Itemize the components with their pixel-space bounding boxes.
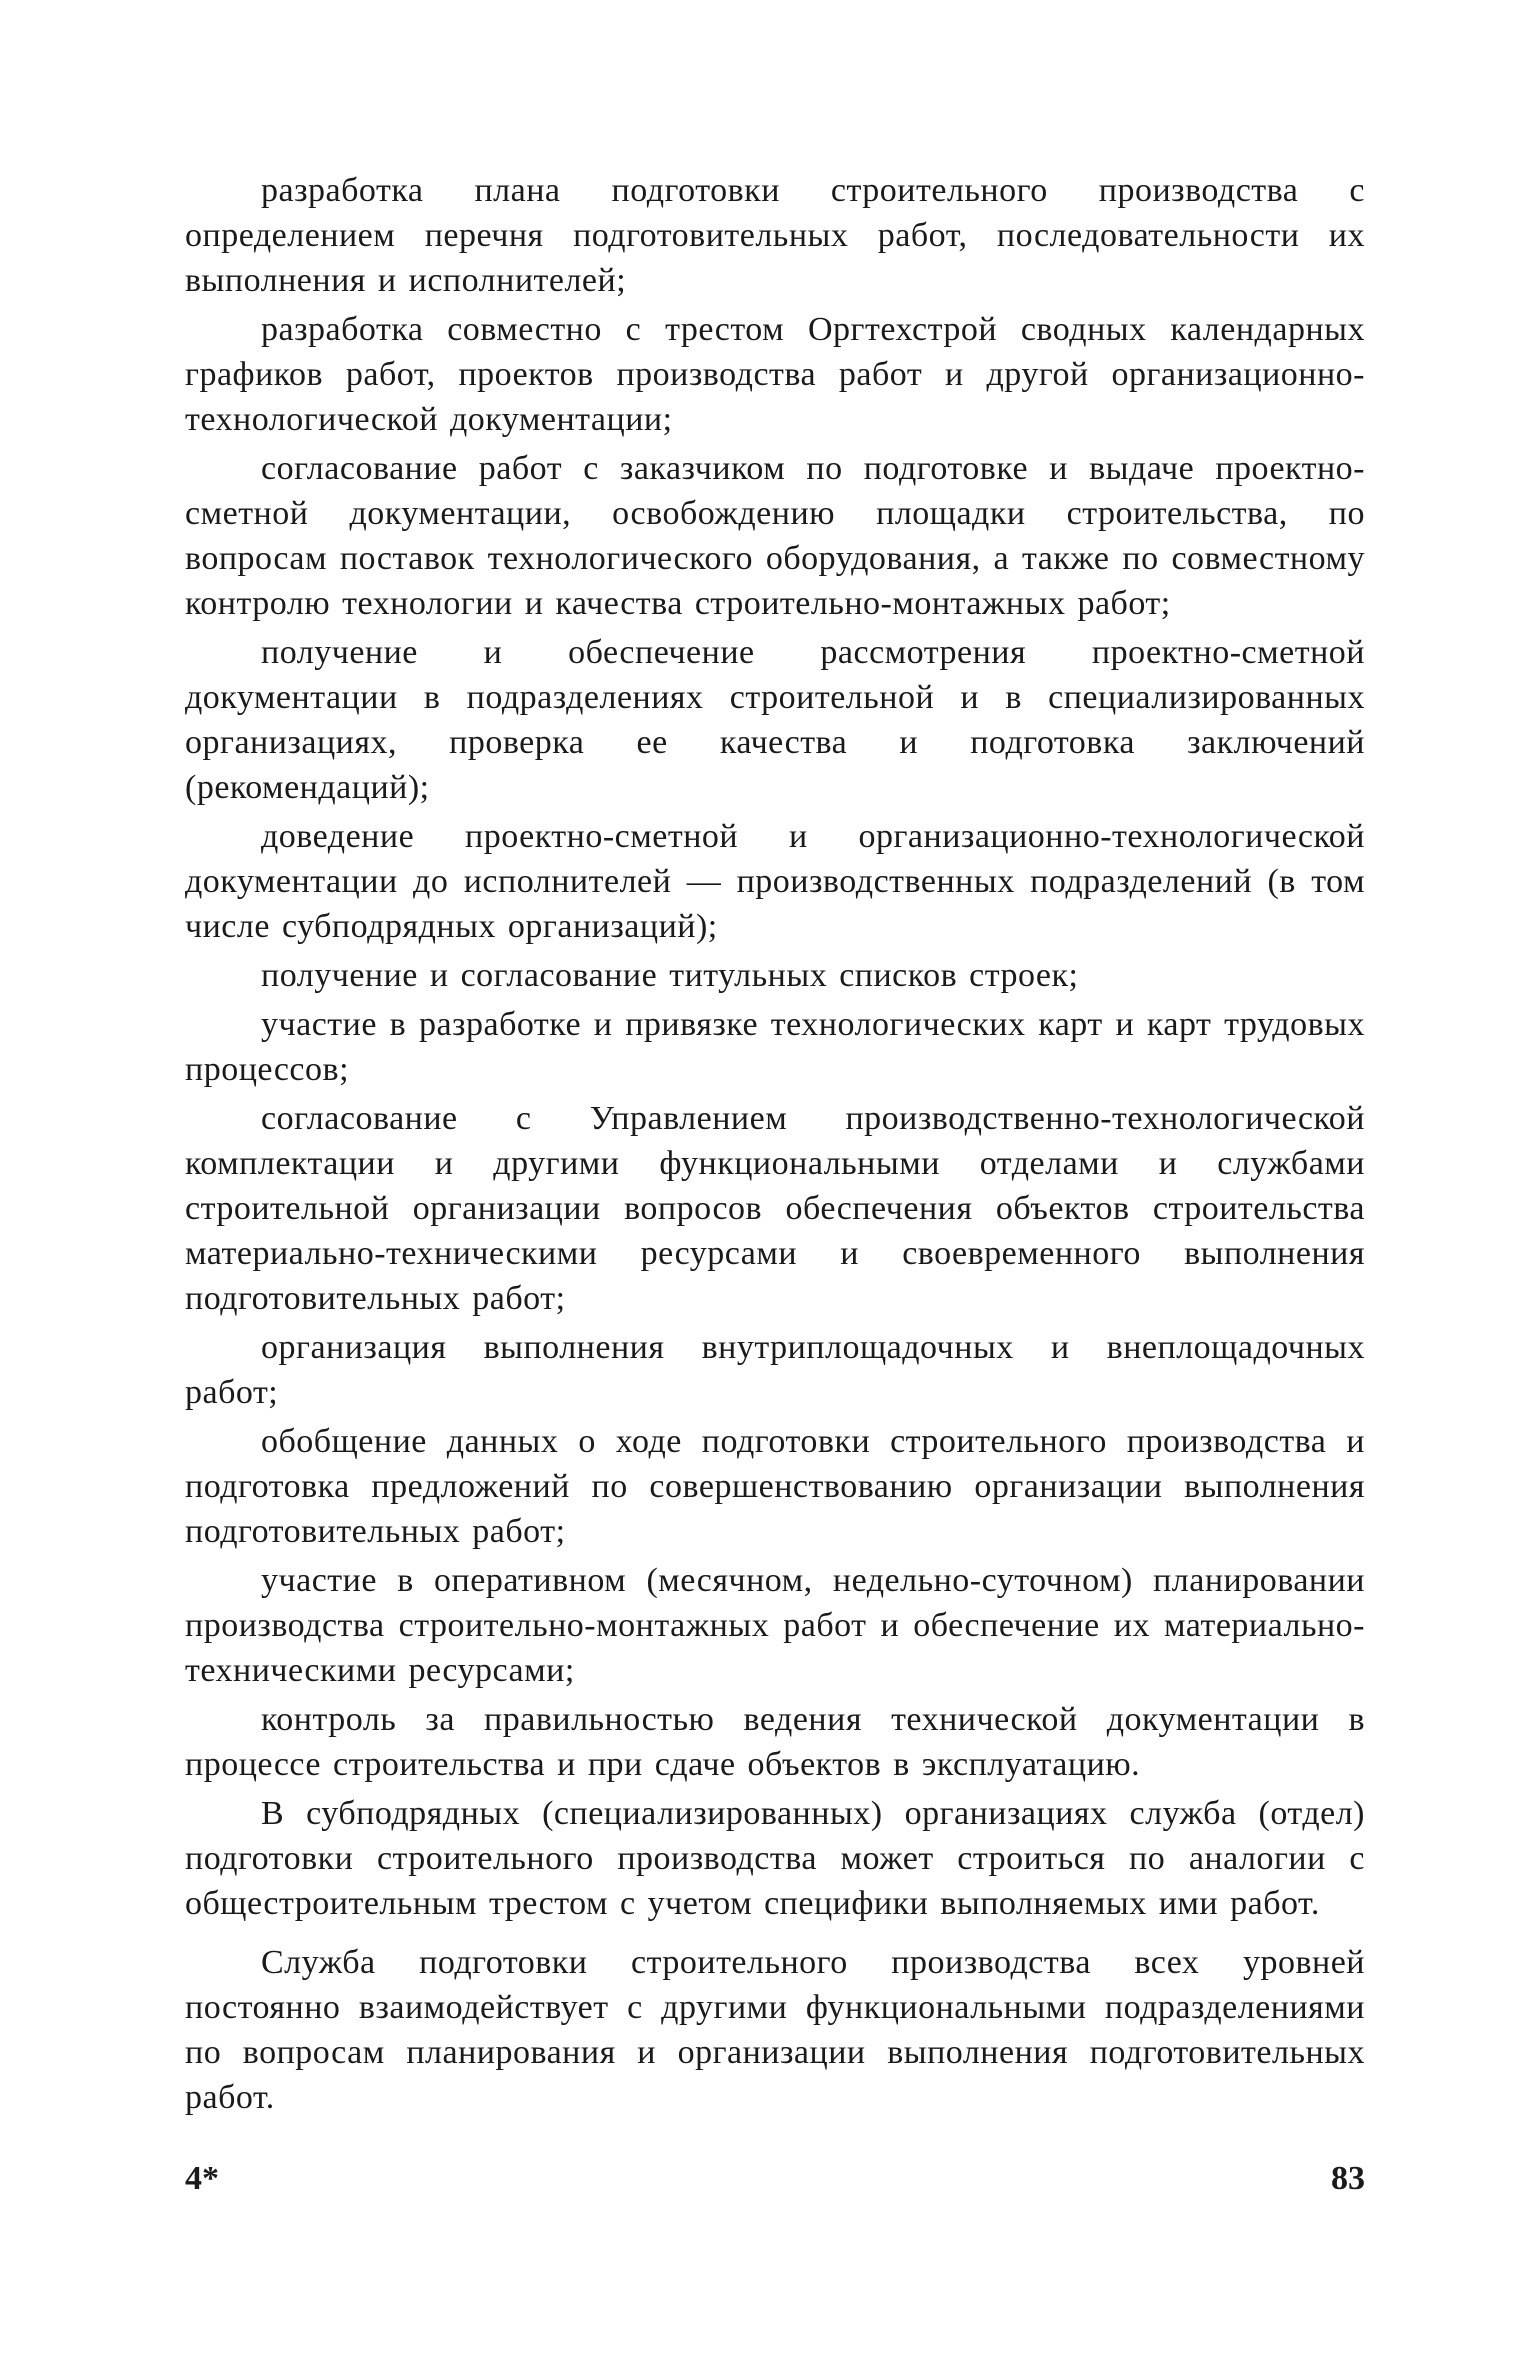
- paragraph: обобщение данных о ходе подготовки строительного производства и подготовка предложений по совершенствованию организации выполнения подготовительных работ;: [185, 1423, 1365, 1550]
- signature-mark: 4*: [185, 2160, 219, 2197]
- paragraph: разработка плана подготовки строительного производства с определением перечня подготовительных работ, последовательности их выполнения и исполнителей;: [185, 172, 1365, 299]
- page-number: 83: [1331, 2160, 1365, 2197]
- paragraph: доведение проектно-сметной и организационно-технологической документации до исполнителей — производственных подразделений (в том числе субподрядных организаций);: [185, 818, 1365, 945]
- paragraph: участие в оперативном (месячном, недельно-суточном) планировании производства строительно-монтажных работ и обеспечение их материально-техническими ресурсами;: [185, 1562, 1365, 1689]
- paragraph: В субподрядных (специализированных) организациях служба (отдел) подготовки строительного производства может строиться по аналогии с общестроительным трестом с учетом специфики выполняемых ими работ.: [185, 1795, 1365, 1922]
- paragraph: согласование работ с заказчиком по подготовке и выдаче проектно-сметной документации, освобождению площадки строительства, по вопросам поставок технологического оборудования, а также по совместному контролю технологии и качества строительно-монтажных работ;: [185, 450, 1365, 622]
- paragraph: согласование с Управлением производственно-технологической комплектации и другими функциональными отделами и службами строительной организации вопросов обеспечения объектов строительства материально-техническими ресурсами и своевременного выполнения подготовительных работ;: [185, 1100, 1365, 1317]
- paragraph: участие в разработке и привязке технологических карт и карт трудовых процессов;: [185, 1006, 1365, 1088]
- page-footer: [185, 2160, 1365, 2210]
- paragraph: получение и обеспечение рассмотрения проектно-сметной документации в подразделениях строительной и в специализированных организациях, проверка ее качества и подготовка заключений (рекомендаций);: [185, 634, 1365, 806]
- paragraph: получение и согласование титульных списков строек;: [261, 957, 1079, 994]
- page-body: [185, 168, 1365, 2124]
- paragraph: организация выполнения внутриплощадочных и внеплощадочных работ;: [185, 1329, 1365, 1411]
- paragraph: контроль за правильностью ведения технической документации в процессе строительства и при сдаче объектов в эксплуатацию.: [185, 1701, 1365, 1783]
- paragraph: Служба подготовки строительного производства всех уровней постоянно взаимодействует с другими функциональными подразделениями по вопросам планирования и организации выполнения подготовительных работ.: [185, 1944, 1365, 2116]
- paragraph: разработка совместно с трестом Оргтехстрой сводных календарных графиков работ, проектов производства работ и другой организационно-технологической документации;: [185, 311, 1365, 438]
